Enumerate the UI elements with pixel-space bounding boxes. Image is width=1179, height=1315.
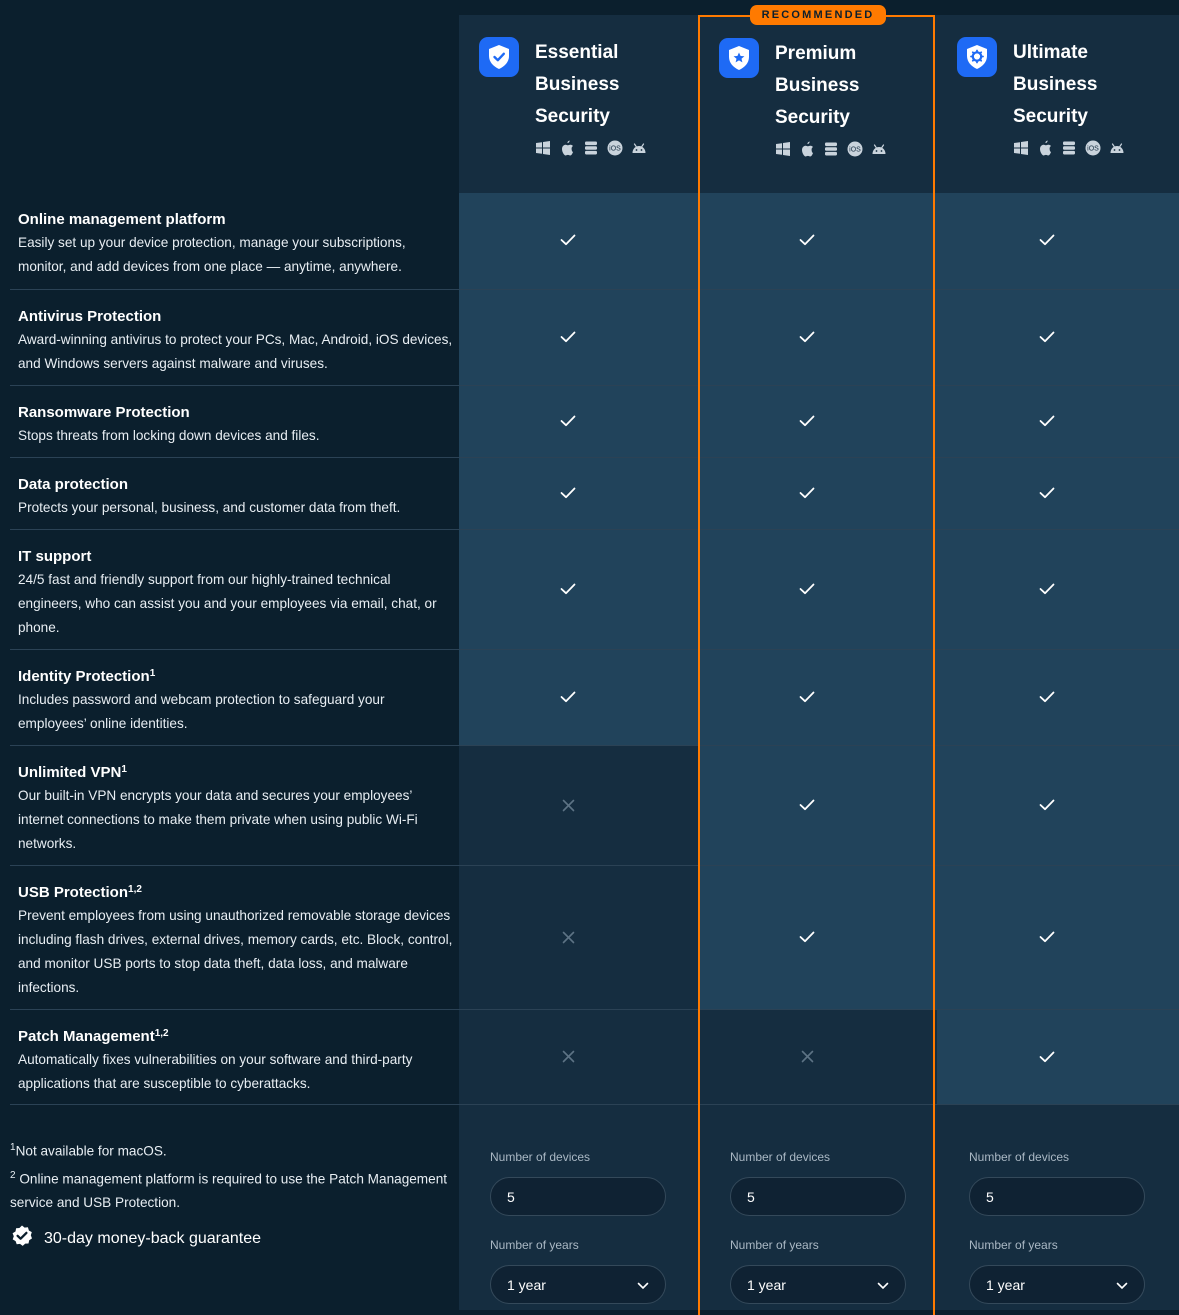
feature-cell — [699, 530, 937, 650]
cross-icon — [559, 796, 577, 814]
feature-title: Online management platform — [18, 211, 226, 228]
feature-cell — [699, 386, 937, 458]
check-icon — [559, 328, 577, 346]
devices-input[interactable]: 5 — [969, 1177, 1145, 1216]
devices-label: Number of devices — [490, 1150, 591, 1164]
plan-header-premium — [699, 15, 937, 193]
check-icon — [798, 231, 816, 249]
svg-text:iOS: iOS — [1087, 145, 1099, 153]
feature-row — [10, 649, 1179, 746]
feature-cell — [699, 458, 937, 530]
feature-row — [10, 865, 1179, 1010]
feature-cell — [459, 866, 699, 1010]
apple-icon — [799, 141, 815, 157]
feature-cell — [459, 530, 699, 650]
android-icon — [1109, 140, 1125, 156]
chevron-down-icon — [1116, 1277, 1128, 1293]
feature-cell — [699, 193, 937, 289]
os-icons — [775, 141, 887, 157]
os-icons — [535, 140, 647, 156]
android-icon — [871, 141, 887, 157]
check-icon — [798, 928, 816, 946]
feature-cell — [937, 866, 1179, 1010]
years-select[interactable]: 1 year — [969, 1265, 1145, 1304]
chevron-down-icon — [877, 1277, 889, 1293]
footnote-ref: 1 — [149, 668, 156, 679]
years-label: Number of years — [969, 1238, 1058, 1252]
chevron-down-icon — [637, 1277, 649, 1293]
feature-cell — [937, 1010, 1179, 1105]
feature-cell — [937, 290, 1179, 386]
footnote-ref: 1,2 — [128, 884, 142, 895]
feature-cell — [699, 650, 937, 746]
footnote-1: $^1$Not available for macOS. — [10, 1142, 167, 1159]
plan-name: Ultimate Business Security — [1013, 42, 1098, 127]
feature-cell — [699, 746, 937, 866]
check-icon — [798, 484, 816, 502]
feature-title: IT support — [18, 548, 92, 565]
feature-row — [10, 289, 1179, 386]
feature-cell — [937, 530, 1179, 650]
check-icon — [1038, 412, 1056, 430]
feature-row — [10, 529, 1179, 650]
feature-text — [18, 1027, 453, 1096]
check-icon — [559, 688, 577, 706]
cross-icon — [559, 928, 577, 946]
ios-icon — [607, 140, 623, 156]
check-icon — [798, 688, 816, 706]
feature-description: Easily set up your device protection, manage your subscriptions, monitor, and add devices from one place — anytime, anywhere. — [18, 235, 406, 274]
plan-header-ultimate — [937, 15, 1179, 193]
feature-cell — [699, 1010, 937, 1105]
footnote-ref: 1 — [121, 764, 127, 775]
footnotes — [10, 1136, 460, 1215]
feature-description: Includes password and webcam protection to safeguard your employees’ online identities. — [18, 692, 385, 731]
feature-row — [10, 193, 1179, 289]
feature-cell — [459, 458, 699, 530]
cross-icon — [559, 1048, 577, 1066]
plan-controls-essential — [490, 1150, 670, 1304]
feature-text — [18, 475, 453, 520]
shield-star-icon — [719, 38, 759, 78]
feature-title: Identity Protection$^1$ — [18, 668, 156, 685]
check-icon — [1038, 328, 1056, 346]
feature-title: Patch Management$^{1,2}$ — [18, 1028, 169, 1045]
feature-cell — [937, 193, 1179, 289]
feature-description: Automatically fixes vulnerabilities on your software and third-party applications that are susceptible to cyberattacks. — [18, 1052, 413, 1091]
years-select[interactable]: 1 year — [730, 1265, 906, 1304]
check-icon — [559, 231, 577, 249]
devices-input[interactable]: 5 — [490, 1177, 666, 1216]
feature-description: 24/5 fast and friendly support from our highly-trained technical engineers, who can assist you and your employees via email, chat, or phone. — [18, 572, 437, 635]
check-icon — [1038, 484, 1056, 502]
feature-cell — [699, 290, 937, 386]
feature-text — [18, 667, 453, 736]
feature-text — [18, 547, 453, 640]
check-icon — [559, 580, 577, 598]
plan-controls-ultimate — [969, 1150, 1149, 1304]
server-icon — [1061, 140, 1077, 156]
svg-text:iOS: iOS — [849, 146, 861, 154]
feature-text — [18, 763, 453, 856]
ios-icon — [847, 141, 863, 157]
check-icon — [798, 328, 816, 346]
feature-description: Our built-in VPN encrypts your data and secures your employees’ internet connections to make them private when using public Wi-Fi networks. — [18, 788, 418, 851]
windows-icon — [775, 141, 791, 157]
feature-title: Data protection — [18, 476, 129, 493]
devices-label: Number of devices — [730, 1150, 831, 1164]
check-icon — [1038, 580, 1056, 598]
plan-controls-premium — [730, 1150, 910, 1304]
svg-text:iOS: iOS — [609, 145, 621, 153]
devices-label: Number of devices — [969, 1150, 1070, 1164]
check-icon — [1038, 231, 1056, 249]
feature-cell — [459, 290, 699, 386]
plan-name: Essential Business Security — [535, 42, 620, 127]
server-icon — [583, 140, 599, 156]
feature-row — [10, 1009, 1179, 1105]
feature-text — [18, 403, 453, 448]
feature-cell — [937, 458, 1179, 530]
apple-icon — [1037, 140, 1053, 156]
feature-description: Stops threats from locking down devices and files. — [18, 428, 320, 443]
check-icon — [559, 412, 577, 430]
footnote-ref: 1,2 — [154, 1028, 169, 1039]
feature-cell — [459, 193, 699, 289]
android-icon — [631, 140, 647, 156]
feature-title: Unlimited VPN$^1$ — [18, 764, 127, 781]
feature-text — [18, 210, 453, 279]
feature-description: Award-winning antivirus to protect your PCs, Mac, Android, iOS devices, and Windows servers against malware and viruses. — [18, 332, 453, 371]
feature-cell — [699, 866, 937, 1010]
shield-gear-icon — [957, 37, 997, 77]
check-icon — [559, 484, 577, 502]
plan-header-essential — [459, 15, 699, 193]
feature-cell — [459, 650, 699, 746]
years-label: Number of years — [490, 1238, 579, 1252]
feature-cell — [937, 650, 1179, 746]
recommended-badge: RECOMMENDED — [750, 5, 886, 25]
feature-cell — [459, 1010, 699, 1105]
badge-check-icon — [10, 1224, 34, 1253]
feature-cell — [937, 746, 1179, 866]
apple-icon — [559, 140, 575, 156]
feature-description: Protects your personal, business, and customer data from theft. — [18, 500, 401, 515]
footnote-2: $^2$ Online management platform is required to use the Patch Management service and USB Protection. — [10, 1169, 448, 1211]
guarantee-text: 30-day money-back guarantee — [44, 1229, 262, 1247]
devices-input[interactable]: 5 — [730, 1177, 906, 1216]
check-icon — [1038, 928, 1056, 946]
feature-title: USB Protection$^{1,2}$ — [18, 884, 142, 901]
feature-text — [18, 307, 453, 376]
feature-text — [18, 883, 453, 1000]
os-icons — [1013, 140, 1125, 156]
table-bottom-divider — [10, 1104, 1179, 1105]
years-label: Number of years — [730, 1238, 819, 1252]
feature-cell — [459, 386, 699, 458]
feature-row — [10, 457, 1179, 530]
check-icon — [798, 796, 816, 814]
feature-row — [10, 385, 1179, 458]
windows-icon — [535, 140, 551, 156]
years-select[interactable]: 1 year — [490, 1265, 666, 1304]
windows-icon — [1013, 140, 1029, 156]
money-back-guarantee — [10, 1224, 261, 1253]
server-icon — [823, 141, 839, 157]
check-icon — [798, 412, 816, 430]
shield-check-icon — [479, 37, 519, 77]
ios-icon — [1085, 140, 1101, 156]
check-icon — [1038, 796, 1056, 814]
check-icon — [1038, 688, 1056, 706]
feature-description: Prevent employees from using unauthorized removable storage devices including flash drives, external drives, memory cards, etc. Block, control, and monitor USB ports to stop data theft, data loss, and malware infections. — [18, 908, 453, 995]
check-icon — [1038, 1048, 1056, 1066]
check-icon — [798, 580, 816, 598]
plan-name: Premium Business Security — [775, 43, 860, 128]
cross-icon — [798, 1048, 816, 1066]
feature-cell — [459, 746, 699, 866]
feature-title: Ransomware Protection — [18, 404, 190, 421]
feature-cell — [937, 386, 1179, 458]
feature-row — [10, 745, 1179, 866]
feature-title: Antivirus Protection — [18, 308, 162, 325]
